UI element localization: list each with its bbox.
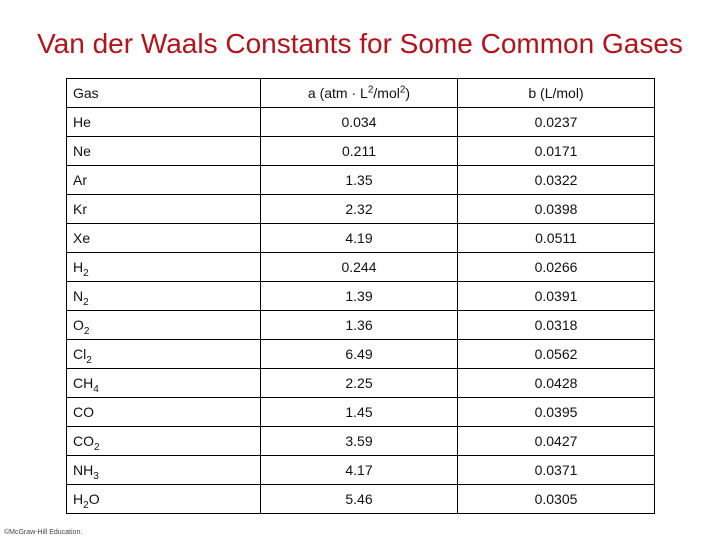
cell-a: 0.244 (261, 253, 458, 282)
cell-b: 0.0318 (458, 311, 655, 340)
cell-gas (67, 485, 261, 514)
cell-a: 5.46 (261, 485, 458, 514)
header-a-part: ) (405, 85, 411, 101)
cell-b: 0.0511 (458, 224, 655, 253)
header-a (261, 79, 458, 108)
cell-gas (67, 108, 261, 137)
gas-subscript: 4 (93, 383, 99, 395)
cell-gas (67, 195, 261, 224)
cell-gas (67, 137, 261, 166)
cell-b: 0.0391 (458, 282, 655, 311)
cell-b: 0.0427 (458, 427, 655, 456)
gas-subscript: 2 (83, 267, 89, 279)
cell-a: 6.49 (261, 340, 458, 369)
table-row (67, 224, 655, 253)
cell-gas (67, 311, 261, 340)
cell-b: 0.0305 (458, 485, 655, 514)
cell-a: 1.45 (261, 398, 458, 427)
gas-symbol: Ne (73, 143, 91, 159)
gas-subscript: 2 (86, 354, 92, 366)
table-row (67, 108, 655, 137)
cell-a: 1.35 (261, 166, 458, 195)
van-der-waals-table (66, 78, 655, 514)
gas-symbol: O (73, 317, 84, 333)
table-row (67, 311, 655, 340)
cell-gas (67, 398, 261, 427)
table-row (67, 369, 655, 398)
gas-symbol: H (73, 259, 84, 275)
table-row (67, 166, 655, 195)
cell-a: 0.211 (261, 137, 458, 166)
table-row (67, 282, 655, 311)
cell-b: 0.0266 (458, 253, 655, 282)
table-body (67, 108, 655, 514)
gas-symbol: Ar (73, 172, 87, 188)
gas-subscript: 3 (93, 470, 99, 482)
table-row (67, 340, 655, 369)
page-title: Van der Waals Constants for Some Common Gases (37, 28, 683, 59)
cell-b: 0.0322 (458, 166, 655, 195)
cell-b: 0.0237 (458, 108, 655, 137)
table-row (67, 253, 655, 282)
cell-a: 0.034 (261, 108, 458, 137)
gas-symbol: Xe (73, 230, 91, 246)
table-row (67, 137, 655, 166)
gas-symbol: Kr (73, 201, 87, 217)
header-a-part: /mol (373, 85, 400, 101)
gas-subscript: 2 (83, 325, 90, 337)
cell-b: 0.0395 (458, 398, 655, 427)
gas-subscript: 2 (94, 441, 100, 453)
gas-symbol: He (73, 114, 91, 130)
gas-subscript: 2 (83, 499, 89, 511)
cell-gas (67, 166, 261, 195)
gas-symbol: O (88, 491, 100, 507)
header-b: b (L/mol) (458, 79, 655, 108)
cell-a: 1.39 (261, 282, 458, 311)
cell-a: 2.32 (261, 195, 458, 224)
copyright-notice: ©McGraw-Hill Education. (4, 529, 83, 536)
gas-symbol: NH (73, 462, 94, 478)
gas-symbol: Cl (73, 346, 87, 362)
gas-symbol: CO (73, 433, 94, 449)
cell-a: 2.25 (261, 369, 458, 398)
header-a-superscript: 2 (399, 84, 406, 96)
cell-b: 0.0171 (458, 137, 655, 166)
table-row (67, 398, 655, 427)
gas-subscript: 2 (83, 296, 89, 308)
cell-b: 0.0562 (458, 340, 655, 369)
gas-symbol: CH (73, 375, 94, 391)
gas-symbol: N (73, 288, 84, 304)
cell-a: 4.19 (261, 224, 458, 253)
table-container (66, 78, 654, 514)
cell-b: 0.0398 (458, 195, 655, 224)
cell-b: 0.0371 (458, 456, 655, 485)
table-row (67, 485, 655, 514)
table-header-row (67, 79, 655, 108)
gas-symbol: H (73, 491, 84, 507)
table-row (67, 195, 655, 224)
cell-a: 1.36 (261, 311, 458, 340)
cell-gas (67, 282, 261, 311)
header-a-part: a (atm · L (307, 85, 368, 101)
cell-gas (67, 369, 261, 398)
gas-symbol: CO (73, 404, 94, 420)
cell-a: 4.17 (261, 456, 458, 485)
cell-gas (67, 253, 261, 282)
header-a-superscript: 2 (367, 84, 374, 96)
cell-gas (67, 224, 261, 253)
cell-b: 0.0428 (458, 369, 655, 398)
header-gas: Gas (67, 79, 261, 108)
cell-gas (67, 456, 261, 485)
cell-a: 3.59 (261, 427, 458, 456)
cell-gas (67, 340, 261, 369)
table-row (67, 456, 655, 485)
table-row (67, 427, 655, 456)
cell-gas (67, 427, 261, 456)
